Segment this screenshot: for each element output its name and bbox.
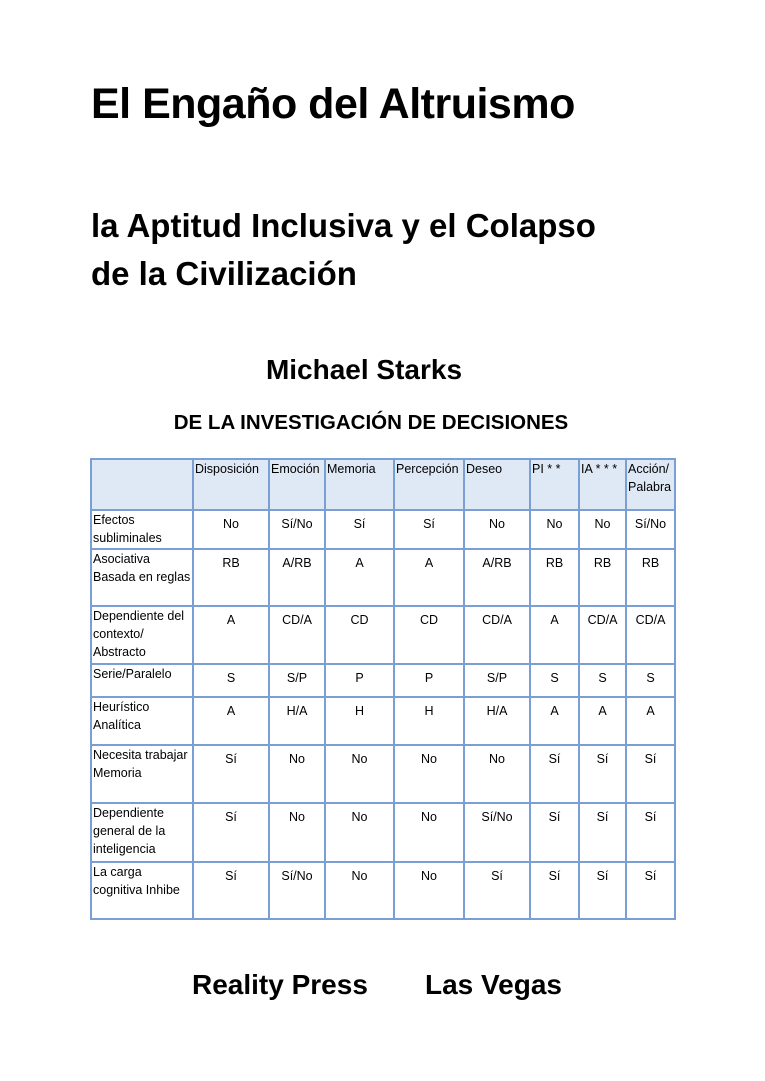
table-cell: A xyxy=(193,697,269,745)
subtitle-line-2: de la Civilización xyxy=(91,255,357,292)
table-cell: Sí xyxy=(325,510,394,549)
table-cell: A xyxy=(626,697,675,745)
city: Las Vegas xyxy=(425,969,562,1000)
table-row xyxy=(91,549,675,606)
table-cell: CD/A xyxy=(464,606,530,664)
column-header: Percepción xyxy=(394,459,464,510)
table-cell: S xyxy=(193,664,269,697)
table-row xyxy=(91,803,675,862)
table-cell: H/A xyxy=(269,697,325,745)
table-cell: No xyxy=(394,862,464,919)
column-header: Emoción xyxy=(269,459,325,510)
table-cell: H xyxy=(394,697,464,745)
table-cell: No xyxy=(394,803,464,862)
table-cell: A xyxy=(193,606,269,664)
table-cell: CD xyxy=(325,606,394,664)
row-label: Dependiente del contexto/ Abstracto xyxy=(91,606,193,664)
table-cell: No xyxy=(579,510,626,549)
table-cell: A/RB xyxy=(464,549,530,606)
table-cell: Sí xyxy=(464,862,530,919)
table-cell: No xyxy=(325,862,394,919)
table-cell: No xyxy=(193,510,269,549)
table-cell: No xyxy=(464,510,530,549)
table-cell: RB xyxy=(579,549,626,606)
subtitle-line-1: la Aptitud Inclusiva y el Colapso xyxy=(91,207,596,244)
table-cell: Sí/No xyxy=(626,510,675,549)
author: Michael Starks xyxy=(265,354,463,385)
column-header xyxy=(91,459,193,510)
table-cell: A xyxy=(530,697,579,745)
table-cell: Sí xyxy=(626,745,675,803)
table-cell: RB xyxy=(530,549,579,606)
table-cell: RB xyxy=(193,549,269,606)
row-label: Dependiente general de la inteligencia xyxy=(91,803,193,862)
table-cell: Sí xyxy=(193,745,269,803)
table-row xyxy=(91,745,675,803)
table-row xyxy=(91,697,675,745)
column-header: Disposición xyxy=(193,459,269,510)
table-cell: H xyxy=(325,697,394,745)
table-cell: Sí/No xyxy=(464,803,530,862)
table-cell: A xyxy=(579,697,626,745)
table-row xyxy=(91,664,675,697)
row-label: Heurístico Analítica xyxy=(91,697,193,745)
table-cell: Sí xyxy=(193,862,269,919)
table-cell: CD/A xyxy=(579,606,626,664)
table-cell: No xyxy=(530,510,579,549)
table-row xyxy=(91,606,675,664)
column-header: Deseo xyxy=(464,459,530,510)
table-cell: Sí xyxy=(626,803,675,862)
table-cell: Sí xyxy=(579,803,626,862)
table-cell: A xyxy=(530,606,579,664)
table-cell: CD/A xyxy=(269,606,325,664)
table-cell: CD xyxy=(394,606,464,664)
row-label: Serie/Paralelo xyxy=(91,664,193,697)
table-cell: S xyxy=(626,664,675,697)
table-cell: S/P xyxy=(269,664,325,697)
table-cell: Sí xyxy=(530,745,579,803)
row-label: Asociativa Basada en reglas xyxy=(91,549,193,606)
table-header-row xyxy=(91,459,675,510)
table-row xyxy=(91,862,675,919)
table-cell: P xyxy=(325,664,394,697)
table-cell: A xyxy=(325,549,394,606)
table-cell: P xyxy=(394,664,464,697)
table-cell: A/RB xyxy=(269,549,325,606)
table-cell: No xyxy=(269,803,325,862)
row-label: Necesita trabajar Memoria xyxy=(91,745,193,803)
row-label: La carga cognitiva Inhibe xyxy=(91,862,193,919)
table-cell: S xyxy=(579,664,626,697)
table-cell: CD/A xyxy=(626,606,675,664)
row-label: Efectos subliminales xyxy=(91,510,193,549)
table-cell: Sí xyxy=(579,862,626,919)
table-cell: A xyxy=(394,549,464,606)
decision-table xyxy=(90,458,676,920)
table-cell: No xyxy=(394,745,464,803)
book-title: El Engaño del Altruismo xyxy=(91,80,575,128)
table-cell: Sí xyxy=(626,862,675,919)
table-heading: DE LA INVESTIGACIÓN DE DECISIONES xyxy=(173,411,569,434)
table-cell: Sí/No xyxy=(269,862,325,919)
column-header: Memoria xyxy=(325,459,394,510)
table-cell: No xyxy=(325,803,394,862)
column-header: Acción/ Palabra xyxy=(626,459,675,510)
table-cell: Sí xyxy=(394,510,464,549)
table-cell: Sí xyxy=(579,745,626,803)
table-cell: Sí xyxy=(530,862,579,919)
table-cell: Sí xyxy=(193,803,269,862)
table-cell: No xyxy=(464,745,530,803)
table-cell: H/A xyxy=(464,697,530,745)
table-cell: Sí xyxy=(530,803,579,862)
column-header: IA * * * xyxy=(579,459,626,510)
table-cell: RB xyxy=(626,549,675,606)
column-header: PI * * xyxy=(530,459,579,510)
table-cell: No xyxy=(325,745,394,803)
table-cell: Sí/No xyxy=(269,510,325,549)
table-cell: S xyxy=(530,664,579,697)
table-row xyxy=(91,510,675,549)
publisher: Reality Press xyxy=(192,969,368,1000)
table-cell: S/P xyxy=(464,664,530,697)
table-cell: No xyxy=(269,745,325,803)
